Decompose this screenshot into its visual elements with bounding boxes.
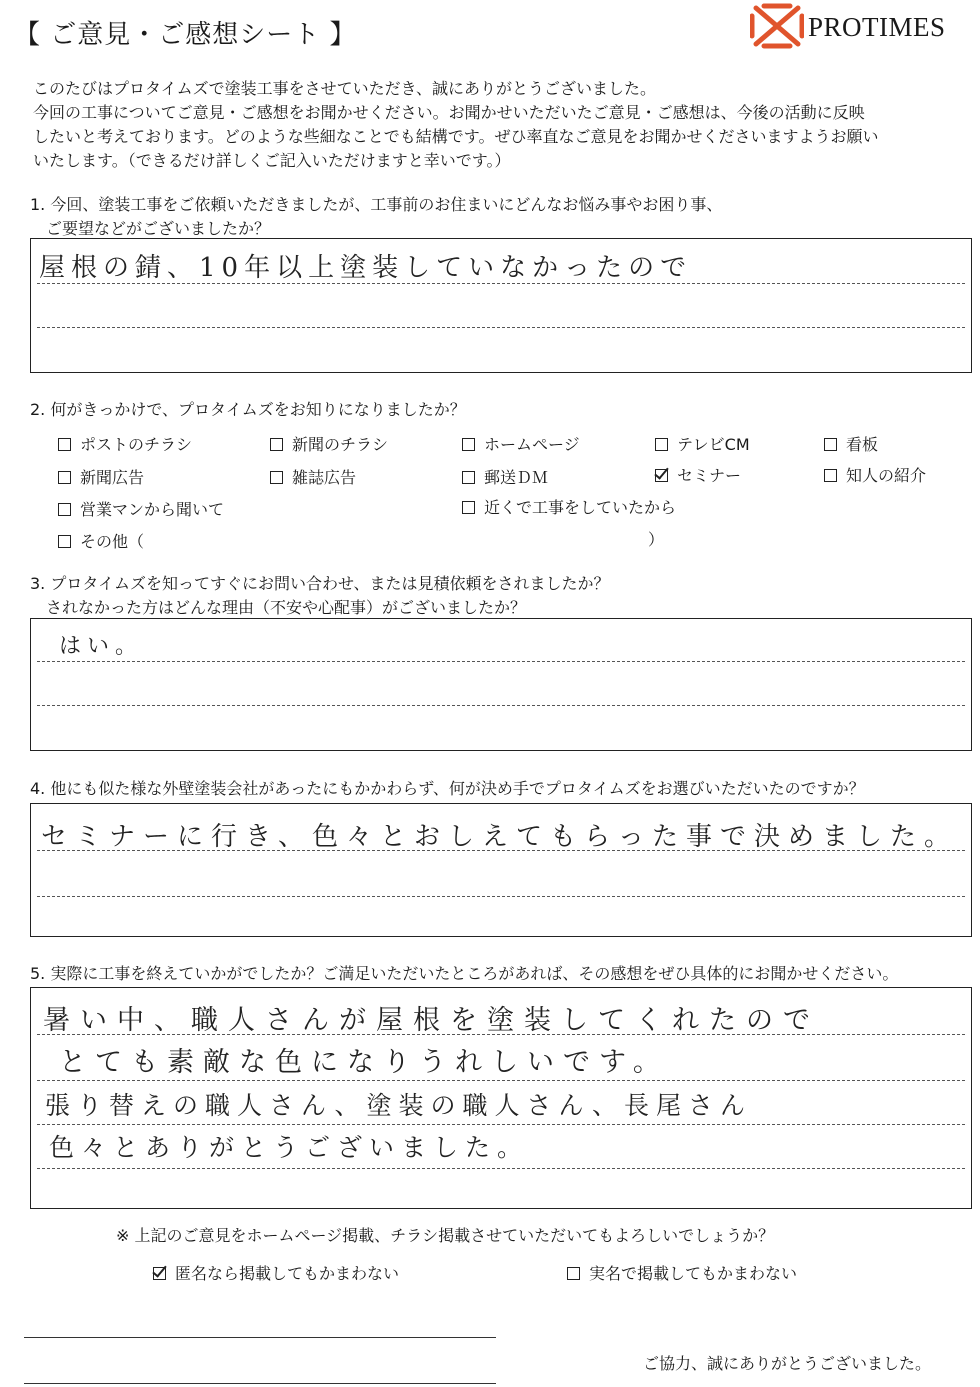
option-signboard[interactable]: 看板 (824, 432, 878, 455)
answer-5-line: 暑い中、職人さんが屋根を塗装してくれたので (43, 1005, 820, 1036)
checkbox-icon[interactable] (58, 535, 71, 548)
option-homepage[interactable]: ホームページ (462, 432, 580, 455)
footer-thanks: ご協力、誠にありがとうございました。 (643, 1354, 932, 1373)
consent-real-name[interactable]: 実名で掲載してもかまわない (567, 1261, 797, 1284)
signature-line (24, 1383, 496, 1384)
answer-3-text: はい。 (59, 634, 144, 659)
checkbox-icon[interactable] (462, 471, 475, 484)
checkbox-checked-icon[interactable] (655, 469, 668, 482)
answer-4-text: セミナーに行き、色々とおしえてもらった事で決めました。 (41, 822, 958, 852)
question-1-line: ご要望などがございましたか？ (30, 219, 271, 238)
checkbox-icon[interactable] (58, 438, 71, 451)
intro-text (33, 77, 973, 173)
checkbox-icon[interactable] (824, 469, 837, 482)
checkbox-icon[interactable] (462, 501, 475, 514)
checkbox-icon[interactable] (270, 471, 283, 484)
answer-box-5[interactable] (30, 987, 972, 1209)
question-3-line: されなかった方はどんな理由（不安や心配事）がございましたか？ (30, 598, 527, 617)
answer-box-4[interactable] (30, 803, 972, 937)
option-nearby-work[interactable]: 近くで工事をしていたから (462, 495, 676, 518)
consent-anonymous[interactable]: 匿名なら掲載してもかまわない (153, 1261, 399, 1284)
protimes-logo (750, 2, 970, 50)
option-tv-cm[interactable]: テレビCM (655, 432, 750, 455)
signature-line (24, 1337, 496, 1338)
intro-line: いたします。（できるだけ詳しくご記入いただけますと幸いです。） (33, 151, 511, 170)
question-4: 4. 他にも似た様な外壁塗装会社があったにもかかわらず、何が決め手でプロタイムズをお選びいただいたのですか？ (30, 779, 865, 798)
checkbox-icon[interactable] (58, 471, 71, 484)
answer-box-3[interactable] (30, 618, 972, 751)
option-other-close-paren: ） (648, 530, 665, 549)
checkbox-icon[interactable] (58, 503, 71, 516)
checkbox-checked-icon[interactable] (153, 1267, 166, 1280)
checkbox-icon[interactable] (655, 438, 668, 451)
option-newspaper-ad[interactable]: 新聞広告 (58, 465, 144, 488)
protimes-mark-icon (750, 2, 804, 50)
intro-line: 今回の工事についてご意見・ご感想をお聞かせください。お聞かせいただいたご意見・ご感想は、今後の活動に反映 (33, 103, 865, 122)
option-newspaper-flyer[interactable]: 新聞のチラシ (270, 432, 388, 455)
checkbox-icon[interactable] (824, 438, 837, 451)
question-3-line: 3. プロタイムズを知ってすぐにお問い合わせ、または見積依頼をされましたか？ (30, 574, 610, 593)
answer-5-line: 色々とありがとうございました。 (49, 1133, 530, 1162)
answer-1-text: 屋根の錆、10年以上塗装していなかったので (39, 253, 693, 283)
option-other[interactable]: その他（ (58, 529, 144, 552)
intro-line: したいと考えております。どのような些細なことでも結構です。ぜひ率直なご意見をお聞かせくださいますようお願い (33, 127, 879, 146)
page-title: 【 ご意見・ご感想シート 】 (14, 20, 357, 50)
option-post-flyer[interactable]: ポストのチラシ (58, 432, 192, 455)
question-5: 5. 実際に工事を終えていかがでしたか？ご満足いただいたところがあれば、その感想をぜひ具体的にお聞かせください。 (30, 964, 899, 983)
question-1 (30, 193, 722, 241)
consent-question: ※ 上記のご意見をホームページ掲載、チラシ掲載させていただいてもよろしいでしょうか？ (116, 1226, 775, 1245)
brand-name: PROTIMES (808, 12, 946, 42)
answer-5-line: 張り替えの職人さん、塗装の職人さん、長尾さん (45, 1091, 753, 1120)
option-sales-staff[interactable]: 営業マンから聞いて (58, 497, 224, 520)
checkbox-icon[interactable] (270, 438, 283, 451)
question-1-line: 1. 今回、塗装工事をご依頼いただきましたが、工事前のお住まいにどんなお悩み事やお困り事、 (30, 195, 723, 214)
option-mail-dm[interactable]: 郵送ＤＭ (462, 465, 548, 488)
option-magazine-ad[interactable]: 雑誌広告 (270, 465, 356, 488)
answer-box-1[interactable] (30, 238, 972, 373)
checkbox-icon[interactable] (567, 1267, 580, 1280)
checkbox-icon[interactable] (462, 438, 475, 451)
option-seminar[interactable]: セミナー (655, 463, 741, 486)
intro-line: このたびはプロタイムズで塗装工事をさせていただき、誠にありがとうございました。 (33, 79, 657, 98)
option-acquaintance[interactable]: 知人の紹介 (824, 463, 926, 486)
question-3 (30, 572, 610, 620)
answer-5-line: とても素敵な色になりうれしいです。 (59, 1047, 669, 1078)
question-2: 2. 何がきっかけで、プロタイムズをお知りになりましたか？ (30, 400, 466, 419)
